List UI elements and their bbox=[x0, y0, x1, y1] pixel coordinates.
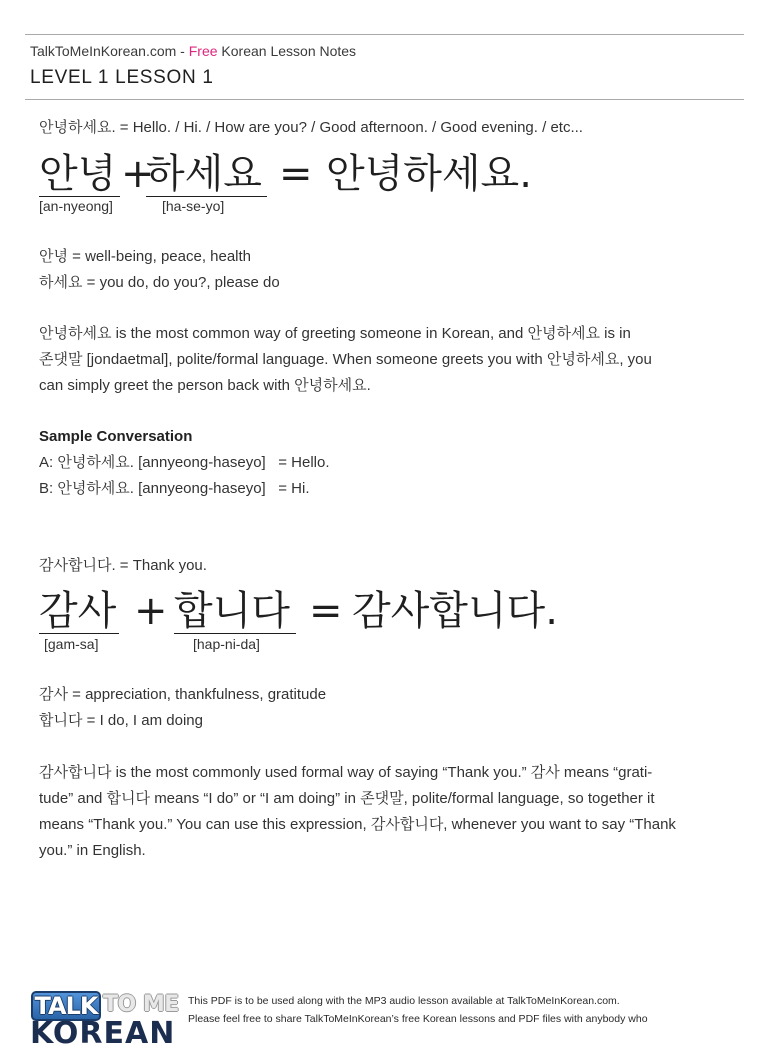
thank-you-formula-equals: = bbox=[309, 588, 343, 634]
hello-romanization-part1: [an-nyeong] bbox=[39, 198, 113, 214]
hello-intro-line: 안녕하세요. = Hello. / Hi. / How are you? / Good afternoon. / Good evening. / etc... bbox=[39, 119, 583, 136]
hello-formula-result: 안녕하세요. bbox=[326, 151, 532, 197]
hello-explanation bbox=[39, 321, 652, 399]
thank-you-formula-part1: 감사 bbox=[39, 589, 119, 634]
paragraph-line: tude” and 합니다 means “I do” or “I am doing” in 존댓말, polite/formal language, so together it bbox=[39, 790, 655, 807]
thank-you-intro bbox=[39, 553, 207, 579]
footer-note-line: This PDF is to be used along with the MP3 audio lesson available at TalkToMeInKorean.com. bbox=[188, 995, 620, 1007]
definition-line: 하세요 = you do, do you?, please do bbox=[39, 274, 280, 291]
thank-you-formula-part2: 합니다 bbox=[174, 589, 296, 634]
thank-you-romanization-part1: [gam-sa] bbox=[44, 636, 99, 652]
paragraph-line: means “Thank you.” You can use this expression, 감사합니다, whenever you want to say “Thank bbox=[39, 816, 676, 833]
conversation-line: B: 안녕하세요. [annyeong-haseyo] = Hi. bbox=[39, 480, 310, 497]
definition-line: 안녕 = well-being, peace, health bbox=[39, 248, 252, 265]
thank-you-explanation bbox=[39, 760, 676, 864]
thank-you-intro-line: 감사합니다. = Thank you. bbox=[39, 557, 207, 574]
header-rule-bottom bbox=[25, 99, 744, 100]
hello-definitions bbox=[39, 244, 280, 296]
thank-you-romanization-part2: [hap-ni-da] bbox=[193, 636, 260, 652]
paragraph-line: can simply greet the person back with 안녕하세요. bbox=[39, 377, 371, 394]
hello-formula-part2: 하세요 bbox=[146, 152, 267, 197]
definition-line: 합니다 = I do, I am doing bbox=[39, 712, 203, 729]
talktomeinkorean-logo bbox=[30, 989, 186, 1051]
paragraph-line: 안녕하세요 is the most common way of greeting someone in Korean, and 안녕하세요 is in bbox=[39, 325, 631, 342]
hello-formula-plus: + bbox=[121, 151, 155, 197]
paragraph-line: you.” in English. bbox=[39, 842, 146, 859]
hello-formula-part1: 안녕 bbox=[39, 152, 120, 197]
hello-romanization-part2: [ha-se-yo] bbox=[162, 198, 225, 214]
lesson-title: LEVEL 1 LESSON 1 bbox=[30, 67, 214, 88]
logo-korean: KOREAN bbox=[30, 1016, 176, 1051]
sample-conversation bbox=[39, 424, 330, 502]
logo-talk: TALK bbox=[31, 991, 101, 1021]
sample-conversation-heading: Sample Conversation bbox=[39, 428, 193, 445]
logo-to-me: TO ME bbox=[103, 992, 179, 1017]
definition-line: 감사 = appreciation, thankfulness, gratitude bbox=[39, 686, 327, 703]
hello-intro bbox=[39, 115, 583, 141]
paragraph-line: 존댓말 [jondaetmal], polite/formal language. When someone greets you with 안녕하세요, you bbox=[39, 351, 652, 368]
lesson-notes-label: Korean Lesson Notes bbox=[217, 43, 357, 59]
hello-formula-equals: = bbox=[279, 151, 313, 197]
header-rule-top bbox=[25, 34, 744, 35]
thank-you-formula-result: 감사합니다. bbox=[352, 588, 558, 634]
free-label: Free bbox=[188, 43, 218, 59]
site-name: TalkToMeInKorean.com - bbox=[30, 43, 189, 59]
paragraph-line: 감사합니다 is the most commonly used formal way of saying “Thank you.” 감사 means “grati- bbox=[39, 764, 653, 781]
thank-you-definitions bbox=[39, 682, 326, 734]
thank-you-formula-plus: + bbox=[134, 588, 168, 634]
footer-note-line: Please feel free to share TalkToMeInKorean’s free Korean lessons and PDF files with anybody who bbox=[188, 1013, 648, 1025]
site-tagline bbox=[30, 42, 356, 60]
conversation-line: A: 안녕하세요. [annyeong-haseyo] = Hello. bbox=[39, 454, 330, 471]
footer-notes bbox=[188, 992, 648, 1028]
